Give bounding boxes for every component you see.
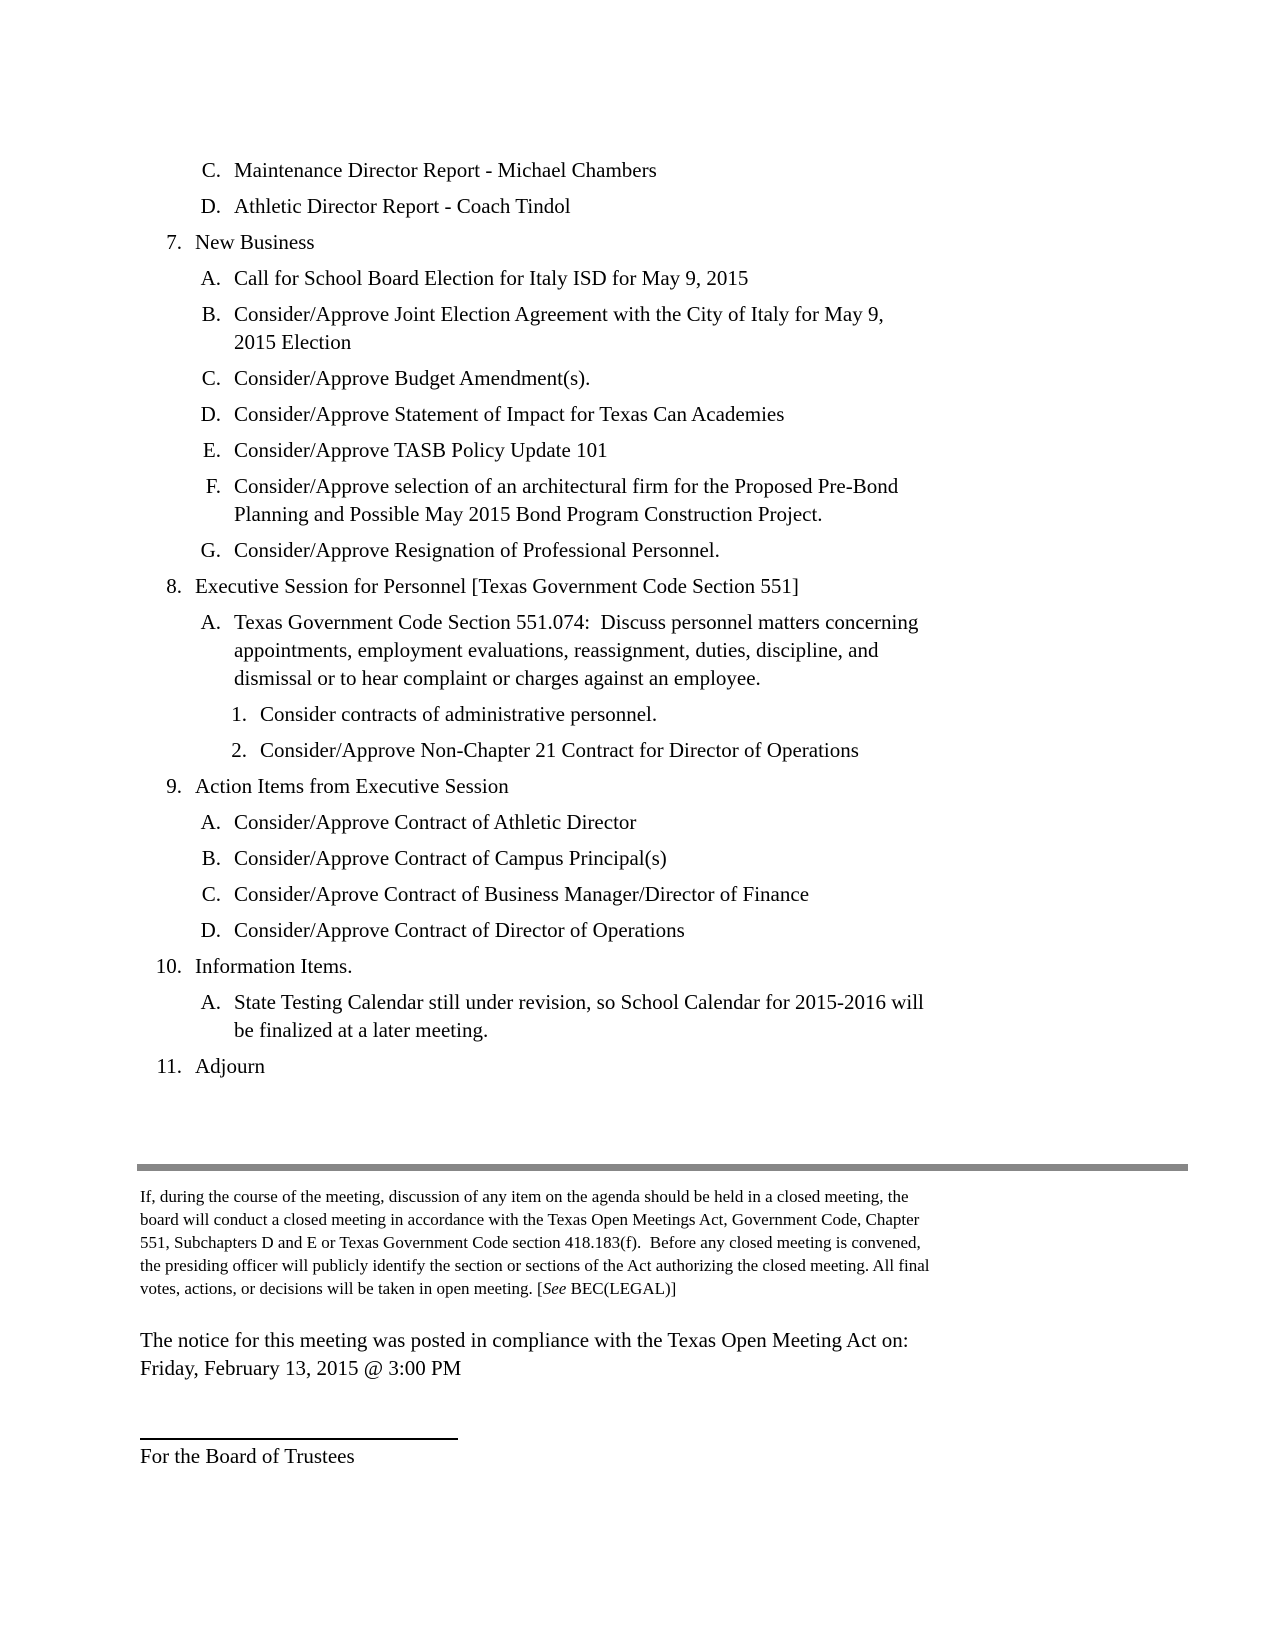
item-text: Information Items.: [195, 954, 353, 978]
item-text: Consider/Approve Budget Amendment(s).: [234, 366, 591, 390]
item-marker: C.: [201, 366, 221, 390]
item-text: Consider/Approve selection of an architectural firm for the Proposed Pre-Bond Planning and Possible May 2015 Bond Program Construction Project.: [234, 474, 899, 526]
item-marker: 10.: [155, 954, 182, 978]
agenda-item: [179, 988, 1140, 1044]
item-text: Consider/Approve TASB Policy Update 101: [234, 438, 608, 462]
item-text: Call for School Board Election for Italy ISD for May 9, 2015: [234, 266, 749, 290]
item-marker: 9.: [166, 774, 182, 798]
agenda-item: [212, 700, 1140, 728]
item-marker: 7.: [166, 230, 182, 254]
agenda-item: [212, 736, 1140, 764]
item-text: State Testing Calendar still under revision, so School Calendar for 2015-2016 will be finalized at a later meeting.: [234, 990, 924, 1042]
item-text: Consider/Approve Joint Election Agreement with the City of Italy for May 9, 2015 Election: [234, 302, 884, 354]
item-marker: A.: [200, 266, 221, 290]
agenda-item: [179, 880, 1140, 908]
section-divider: [137, 1164, 1188, 1171]
signature-label: For the Board of Trustees: [140, 1444, 355, 1468]
item-text: Consider/Approve Contract of Athletic Director: [234, 810, 637, 834]
item-text: Executive Session for Personnel [Texas Government Code Section 551]: [195, 574, 799, 598]
item-marker: 11.: [156, 1054, 182, 1078]
item-text: Consider/Approve Resignation of Professional Personnel.: [234, 538, 720, 562]
item-marker: 1.: [231, 702, 247, 726]
item-text: Consider/Approve Contract of Campus Principal(s): [234, 846, 667, 870]
item-marker: A.: [200, 990, 221, 1014]
item-text: Consider/Aprove Contract of Business Manager/Director of Finance: [234, 882, 810, 906]
agenda-item: [179, 916, 1140, 944]
agenda-item: [179, 264, 1140, 292]
posting-notice: The notice for this meeting was posted in compliance with the Texas Open Meeting Act on: Friday, February 13, 2015 @ 3:00 PM: [140, 1328, 909, 1380]
item-text: Adjourn: [195, 1054, 265, 1078]
legal-notice-italic: See: [542, 1279, 567, 1298]
signature-line: [140, 1438, 458, 1440]
item-marker: C.: [201, 882, 221, 906]
item-marker: B.: [201, 846, 221, 870]
item-marker: G.: [200, 538, 221, 562]
agenda-item: [179, 472, 1140, 528]
item-text: Athletic Director Report - Coach Tindol: [234, 194, 571, 218]
item-text: New Business: [195, 230, 315, 254]
agenda-item: [179, 300, 1140, 356]
item-text: Maintenance Director Report - Michael Chambers: [234, 158, 657, 182]
agenda-item: [140, 772, 1140, 800]
item-marker: D.: [200, 918, 221, 942]
item-text: Texas Government Code Section 551.074: Discuss personnel matters concerning appointments, employment evaluations, reassignment, duties, discipline, and dismissal or to hear complaint or charges against an employee.: [234, 610, 919, 690]
item-marker: F.: [205, 474, 221, 498]
agenda-item: [140, 1052, 1140, 1080]
agenda-item: [140, 572, 1140, 600]
item-marker: A.: [200, 610, 221, 634]
item-marker: D.: [200, 194, 221, 218]
item-text: Action Items from Executive Session: [195, 774, 509, 798]
agenda-item: [179, 436, 1140, 464]
agenda-item: [179, 608, 1140, 692]
agenda-item: [179, 844, 1140, 872]
legal-notice: If, during the course of the meeting, discussion of any item on the agenda should be held in a closed meeting, the board will conduct a closed meeting in accordance with the Texas Open Meetings Act, Government Code, Chapter 551, Subchapters D and E or Texas Government Code section 418.183(f). Before any closed meeting is convened, the presiding officer will publicly identify the section or sections of the Act authorizing the closed meeting. All final votes, actions, or decisions will be taken in open meeting. [See BEC(LEGAL)]: [140, 1187, 930, 1298]
agenda-item: [140, 952, 1140, 980]
item-marker: 8.: [166, 574, 182, 598]
agenda-item: [179, 192, 1140, 220]
agenda-item: [179, 536, 1140, 564]
item-marker: 2.: [231, 738, 247, 762]
item-marker: A.: [200, 810, 221, 834]
item-text: Consider contracts of administrative personnel.: [260, 702, 658, 726]
item-text: Consider/Approve Statement of Impact for Texas Can Academies: [234, 402, 785, 426]
item-marker: D.: [200, 402, 221, 426]
item-marker: B.: [201, 302, 221, 326]
agenda-item: [179, 364, 1140, 392]
item-marker: E.: [202, 438, 221, 462]
agenda-item: [179, 808, 1140, 836]
item-text: Consider/Approve Non-Chapter 21 Contract for Director of Operations: [260, 738, 859, 762]
agenda-item: [140, 228, 1140, 256]
agenda-item: [179, 400, 1140, 428]
item-text: Consider/Approve Contract of Director of Operations: [234, 918, 685, 942]
item-marker: C.: [201, 158, 221, 182]
agenda-item: [179, 156, 1140, 184]
agenda-list: [140, 156, 1140, 1080]
